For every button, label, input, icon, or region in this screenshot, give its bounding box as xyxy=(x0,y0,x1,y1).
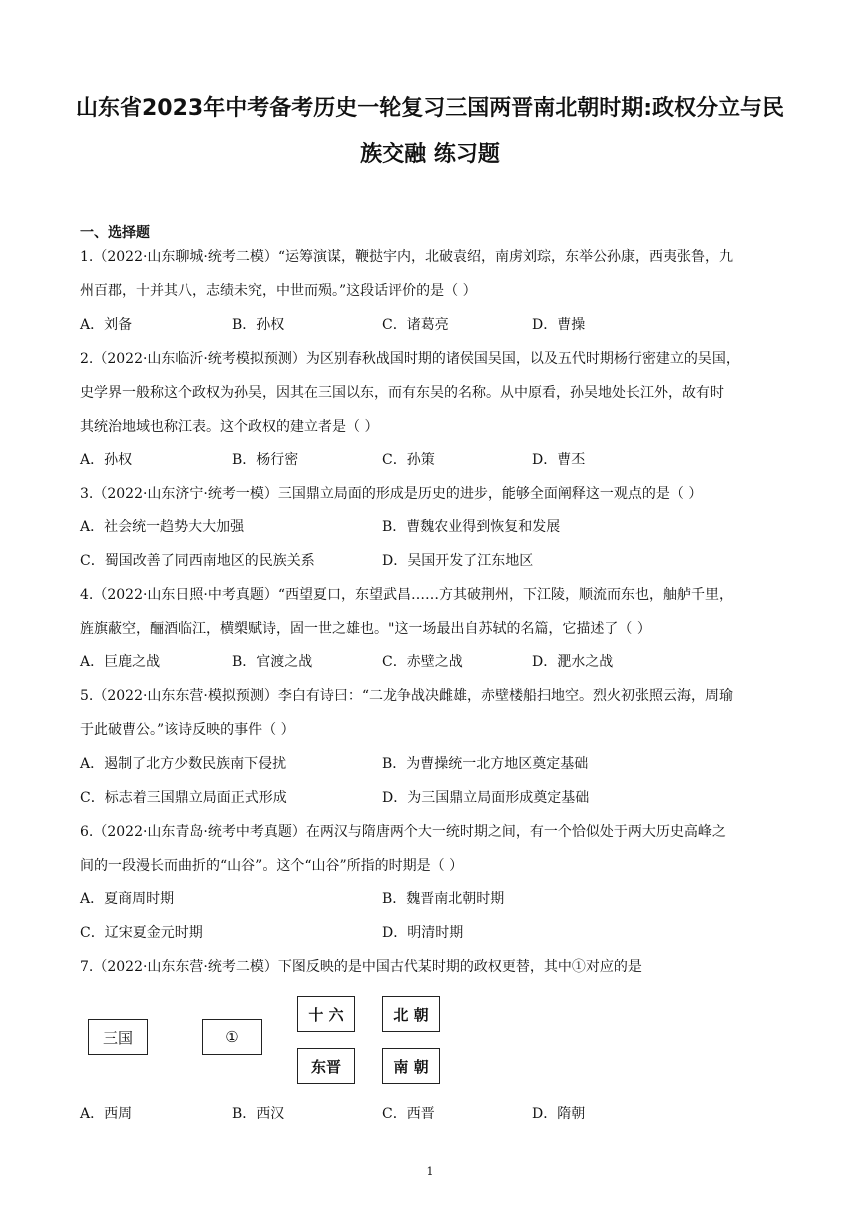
q5-option-b: B．为曹操统一北方地区奠定基础 xyxy=(382,756,589,772)
q3-option-a: A．社会统一趋势大大加强 xyxy=(80,519,245,535)
title-line-2: 族交融 练习题 xyxy=(360,142,500,167)
question-1-line-1: 1.（2022·山东聊城·统考二模）“运筹演谋，鞭挞宇内，北破袁绍，南虏刘琮，东举公孙康，西夷张鲁，九 xyxy=(80,249,734,265)
page-number: 1 xyxy=(426,1165,434,1178)
question-7-line-1: 7.（2022·山东东营·统考二模）下图反映的是中国古代某时期的政权更替，其中①对应的是 xyxy=(80,959,642,975)
question-1-line-2: 州百郡，十并其八，志绩未究，中世而殒。”这段话评价的是（ ） xyxy=(80,283,477,299)
q6-option-d: D．明清时期 xyxy=(382,925,464,941)
question-3-line-1: 3.（2022·山东济宁·统考一模）三国鼎立局面的形成是历史的进步，能够全面阐释这一观点的是（ ） xyxy=(80,486,703,502)
q1-option-d: D．曹操 xyxy=(532,317,586,333)
question-2-line-3: 其统治地域也称江表。这个政权的建立者是（ ） xyxy=(80,419,379,435)
q3-option-c: C．蜀国改善了同西南地区的民族关系 xyxy=(80,553,315,569)
q1-option-c: C．诸葛亮 xyxy=(382,317,449,333)
question-2-line-1: 2.（2022·山东临沂·统考模拟预测）为区别春秋战国时期的诸侯国吴国，以及五代时期杨行密建立的吴国， xyxy=(80,351,740,367)
q7-option-c: C．西晋 xyxy=(382,1106,435,1122)
q4-option-b: B．官渡之战 xyxy=(232,654,313,670)
question-6-line-1: 6.（2022·山东青岛·统考中考真题）在两汉与隋唐两个大一统时期之间，有一个恰似处于两大历史高峰之 xyxy=(80,824,726,840)
q5-option-a: A．遏制了北方少数民族南下侵扰 xyxy=(80,756,287,772)
q3-option-b: B．曹魏农业得到恢复和发展 xyxy=(382,519,561,535)
q4-option-d: D．淝水之战 xyxy=(532,654,614,670)
question-2-line-2: 史学界一般称这个政权为孙吴，因其在三国以东，而有东吴的名称。从中原看，孙吴地处长江外，故有时 xyxy=(80,385,724,401)
q1-option-b: B．孙权 xyxy=(232,317,285,333)
q7-option-b: B．西汉 xyxy=(232,1106,285,1122)
q2-option-c: C．孙策 xyxy=(382,452,435,468)
section-heading: 一、选择题 xyxy=(80,225,150,241)
diagram-box-blank-1: ① xyxy=(202,1019,262,1055)
q4-option-c: C．赤壁之战 xyxy=(382,654,463,670)
question-5-line-2: 于此破曹公。”该诗反映的事件（ ） xyxy=(80,722,295,738)
q4-option-a: A．巨鹿之战 xyxy=(80,654,161,670)
q7-option-a: A．西周 xyxy=(80,1106,133,1122)
q2-option-a: A．孙权 xyxy=(80,452,133,468)
diagram-box-northern-dynasties: 北 朝 xyxy=(382,996,440,1032)
q1-option-a: A．刘备 xyxy=(80,317,133,333)
q5-option-c: C．标志着三国鼎立局面正式形成 xyxy=(80,790,287,806)
q3-option-d: D．吴国开发了江东地区 xyxy=(382,553,534,569)
q6-option-c: C．辽宋夏金元时期 xyxy=(80,925,203,941)
diagram-box-eastern-jin: 东晋 xyxy=(297,1048,355,1084)
q2-option-d: D．曹丕 xyxy=(532,452,586,468)
diagram-box-southern-dynasties: 南 朝 xyxy=(382,1048,440,1084)
diagram-box-three-kingdoms: 三国 xyxy=(88,1019,148,1055)
question-5-line-1: 5.（2022·山东东营·模拟预测）李白有诗曰：“二龙争战决雌雄，赤壁楼船扫地空。烈火初张照云海，周瑜 xyxy=(80,688,734,704)
question-6-line-2: 间的一段漫长而曲折的“山谷”。这个“山谷”所指的时期是（ ） xyxy=(80,858,464,874)
diagram-box-sixteen: 十 六 xyxy=(297,996,355,1032)
document-title xyxy=(60,86,800,178)
q7-option-d: D．隋朝 xyxy=(532,1106,586,1122)
q2-option-b: B．杨行密 xyxy=(232,452,299,468)
question-4-line-2: 旌旗蔽空，酾酒临江，横槊赋诗，固一世之雄也。"这一场最出自苏轼的名篇，它描述了（ ） xyxy=(80,621,651,637)
q5-option-d: D．为三国鼎立局面形成奠定基础 xyxy=(382,790,590,806)
q6-option-b: B．魏晋南北朝时期 xyxy=(382,891,505,907)
title-line-1: 山东省2023年中考备考历史一轮复习三国两晋南北朝时期:政权分立与民 xyxy=(75,96,785,121)
q6-option-a: A．夏商周时期 xyxy=(80,891,175,907)
question-4-line-1: 4.（2022·山东日照·中考真题）“西望夏口，东望武昌……方其破荆州，下江陵，顺流而东也，舳舻千里， xyxy=(80,587,734,603)
